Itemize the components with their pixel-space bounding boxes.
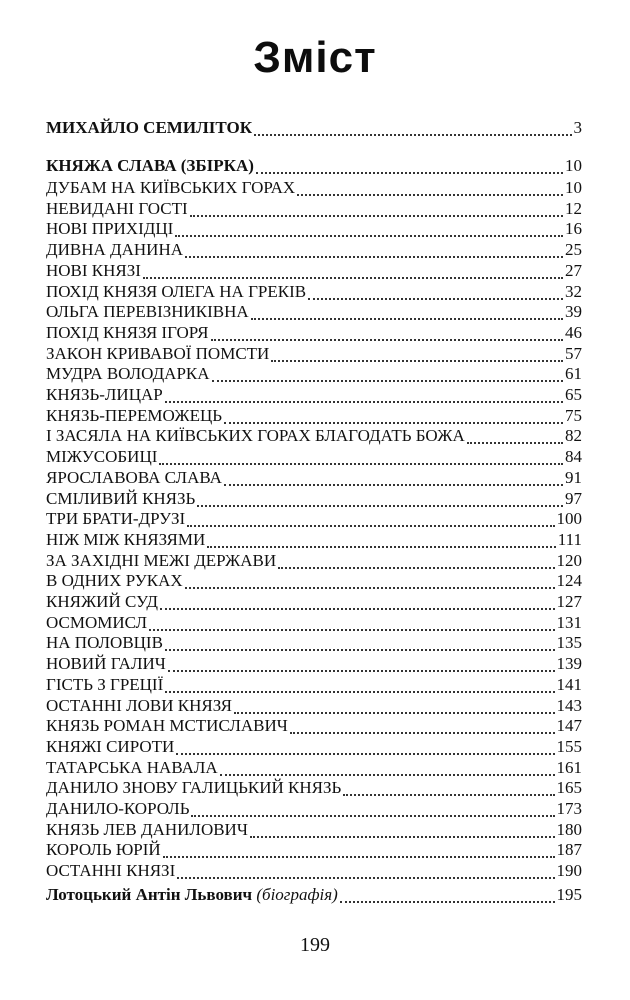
toc-entry-title: МУДРА ВОЛОДАРКА: [46, 364, 210, 384]
toc-entry-page: 135: [556, 633, 582, 653]
toc-entry: [46, 819, 582, 841]
toc-entry: [46, 591, 582, 613]
biography-note: (біографія): [256, 885, 338, 904]
toc-entry-title: НОВІ КНЯЗІ: [46, 260, 141, 280]
dot-leader: [297, 194, 563, 196]
toc-entry-title: ТРИ БРАТИ-ДРУЗІ: [46, 509, 186, 529]
toc-entry-title: НІЖ МІЖ КНЯЗЯМИ: [46, 529, 206, 549]
toc-entry: [46, 260, 582, 282]
toc-entry-page: 10: [565, 178, 582, 197]
dot-leader: [175, 235, 563, 237]
toc-entry-title: І ЗАСЯЛА НА КИЇВСЬКИХ ГОРАХ БЛАГОДАТЬ БОЖА: [46, 426, 465, 446]
dot-leader: [159, 463, 563, 465]
toc-entry-title: КОРОЛЬ ЮРІЙ: [46, 840, 161, 860]
dot-leader: [190, 215, 563, 217]
dot-leader: [254, 134, 571, 136]
toc-entry: [46, 757, 582, 779]
page-number: 199: [300, 934, 330, 956]
toc-entry-title: КНЯЗЬ-ПЕРЕМОЖЕЦЬ: [46, 405, 223, 425]
toc-entry: [46, 281, 582, 303]
dot-leader: [177, 877, 554, 879]
toc-entry-title: ЗАКОН КРИВАВОЇ ПОМСТИ: [46, 343, 270, 363]
dot-leader: [224, 422, 563, 424]
toc-entry-title: НА ПОЛОВЦІВ: [46, 633, 163, 653]
toc-entry-title: В ОДНИХ РУКАХ: [46, 571, 183, 591]
dot-leader: [149, 629, 554, 631]
toc-entry: [46, 405, 582, 427]
dot-leader: [185, 587, 555, 589]
dot-leader: [278, 567, 554, 569]
toc-entry: [46, 177, 582, 199]
toc-entry-page: 190: [556, 861, 582, 881]
toc-entry-title: ОСМОМИСЛ: [46, 612, 148, 632]
dot-leader: [165, 649, 555, 651]
toc-entry-page: 65: [565, 385, 582, 404]
toc-entry: [46, 777, 582, 799]
toc-entry-title: ЗА ЗАХІДНІ МЕЖІ ДЕРЖАВИ: [46, 550, 277, 570]
toc-entry-page: 97: [565, 488, 582, 508]
toc-entry-title: МИХАЙЛО СЕМИЛІТОК: [46, 118, 253, 137]
toc-entry-title: МІЖУСОБИЦІ: [46, 447, 158, 467]
toc-entry-page: 155: [556, 736, 582, 756]
toc-entry-title: ПОХІД КНЯЗЯ ОЛЕГА НА ГРЕКІВ: [46, 281, 307, 301]
toc-entry-title: КНЯЖИЙ СУД: [46, 592, 159, 611]
toc-entry: [46, 467, 582, 489]
dot-leader: [256, 172, 563, 174]
toc-entry: [46, 384, 582, 406]
toc-entry-title: ОСТАННІ ЛОВИ КНЯЗЯ: [46, 695, 232, 715]
toc-entry: [46, 736, 582, 758]
toc-entry-title: КНЯЗЬ ЛЕВ ДАНИЛОВИЧ: [46, 819, 248, 839]
toc-entry-page: 57: [565, 343, 582, 363]
toc-entry: [46, 798, 582, 820]
toc-entry-title: ОЛЬГА ПЕРЕВІЗНИКІВНА: [46, 302, 249, 322]
dot-leader: [165, 691, 554, 693]
toc-entry: [46, 570, 582, 592]
dot-leader: [308, 298, 563, 300]
toc-entry: [46, 674, 582, 696]
toc-entry-page: 127: [556, 592, 582, 611]
toc-entry-page: 147: [556, 716, 582, 736]
toc-entry-title: КНЯЗЬ-ЛИЦАР: [46, 385, 163, 404]
toc-entry-page: 25: [565, 240, 582, 260]
dot-leader: [168, 670, 555, 672]
toc-entry-biography: [46, 884, 582, 906]
toc-entry: [46, 218, 582, 240]
dot-leader: [250, 836, 555, 838]
toc-entry-title: [46, 884, 338, 906]
toc-entry-title: ПОХІД КНЯЗЯ ІГОРЯ: [46, 322, 209, 342]
dot-leader: [271, 360, 563, 362]
toc-entry-title: НЕВИДАНІ ГОСТІ: [46, 198, 188, 218]
dot-leader: [234, 712, 555, 714]
dot-leader: [187, 525, 554, 527]
toc-entry-page: 82: [565, 426, 582, 446]
toc-entry-title: СМІЛИВИЙ КНЯЗЬ: [46, 488, 196, 508]
dot-leader: [224, 484, 563, 486]
dot-leader: [467, 442, 563, 444]
toc-entry-author: [46, 117, 582, 139]
toc-entry-page: 143: [556, 695, 582, 715]
toc-entry: [46, 612, 582, 634]
page-title: Зміст: [253, 33, 377, 82]
toc-entry: [46, 508, 582, 530]
toc-entry-title: НОВИЙ ГАЛИЧ: [46, 654, 166, 674]
toc-entry-page: 3: [573, 118, 582, 137]
toc-entry-title: НОВІ ПРИХІДЦІ: [46, 219, 174, 239]
biography-name: Лотоцький Антін Львович: [46, 885, 253, 904]
toc-entry-page: 195: [556, 885, 582, 904]
dot-leader: [251, 318, 563, 320]
toc-entry: [46, 198, 582, 220]
toc-entry: [46, 550, 582, 572]
toc-entry-page: 16: [565, 219, 582, 239]
dot-leader: [143, 277, 563, 279]
toc-entry-page: 12: [565, 198, 582, 218]
toc-entry-page: 100: [556, 509, 582, 529]
toc-entry: [46, 363, 582, 385]
toc-entry: [46, 446, 582, 468]
toc-entry-title: ЯРОСЛАВОВА СЛАВА: [46, 467, 222, 487]
toc-entry: [46, 715, 582, 737]
toc-entry-title: КНЯЖА СЛАВА (ЗБІРКА): [46, 156, 254, 175]
toc-entry-page: 111: [557, 529, 582, 549]
dot-leader: [163, 856, 555, 858]
toc-entry: [46, 239, 582, 261]
dot-leader: [197, 505, 563, 507]
toc-entry: [46, 695, 582, 717]
toc-entry-title: ДАНИЛО ЗНОВУ ГАЛИЦЬКИЙ КНЯЗЬ: [46, 778, 342, 798]
toc-entry-page: 61: [565, 364, 582, 384]
dot-leader: [191, 815, 554, 817]
toc-entry: [46, 343, 582, 365]
toc-entry-title: ДУБАМ НА КИЇВСЬКИХ ГОРАХ: [46, 178, 296, 197]
toc-entry-title: ТАТАРСЬКА НАВАЛА: [46, 757, 218, 777]
toc-entry-page: 173: [556, 799, 582, 818]
toc-entry: [46, 529, 582, 551]
toc-entry-page: 165: [556, 778, 582, 798]
toc-entry-page: 124: [556, 571, 582, 591]
toc-entry: [46, 860, 582, 882]
toc-entry-title: КНЯЗЬ РОМАН МСТИСЛАВИЧ: [46, 716, 288, 736]
dot-leader: [207, 546, 556, 548]
dot-leader: [160, 608, 554, 610]
toc-entry-title: ДАНИЛО-КОРОЛЬ: [46, 799, 190, 818]
toc-entry-title: ДИВНА ДАНИНА: [46, 240, 183, 260]
dot-leader: [290, 732, 555, 734]
dot-leader: [340, 901, 555, 903]
toc-entry: [46, 488, 582, 510]
dot-leader: [176, 753, 554, 755]
toc-entry-page: 187: [556, 840, 582, 860]
dot-leader: [185, 256, 563, 258]
toc-entry-page: 10: [565, 156, 582, 175]
dot-leader: [165, 401, 563, 403]
toc-entry-page: 180: [556, 819, 582, 839]
toc-entry: [46, 301, 582, 323]
toc-entry-page: 32: [565, 281, 582, 301]
dot-leader: [220, 774, 555, 776]
toc-entry: [46, 839, 582, 861]
dot-leader: [211, 339, 564, 341]
toc-entry-page: 139: [556, 654, 582, 674]
toc-entry: [46, 653, 582, 675]
toc-entry-title: КНЯЖІ СИРОТИ: [46, 736, 175, 756]
dot-leader: [343, 794, 554, 796]
toc-entry-page: 27: [565, 260, 582, 280]
toc-entry: [46, 322, 582, 344]
toc-entry-page: 91: [565, 467, 582, 487]
toc-entry-page: 84: [565, 447, 582, 467]
toc-entry-page: 120: [556, 550, 582, 570]
dot-leader: [212, 380, 563, 382]
toc-entry-page: 141: [556, 674, 582, 694]
toc-entry: [46, 632, 582, 654]
toc-entry-page: 161: [556, 757, 582, 777]
toc-entry-collection: [46, 155, 582, 177]
toc-entry-page: 75: [565, 405, 582, 425]
toc-entry-page: 131: [556, 612, 582, 632]
toc-entry-title: ГІСТЬ З ГРЕЦІЇ: [46, 674, 164, 694]
toc-entry-title: ОСТАННІ КНЯЗІ: [46, 861, 176, 881]
toc-entry-page: 39: [565, 302, 582, 322]
toc-entry: [46, 425, 582, 447]
toc-entry-page: 46: [565, 322, 582, 342]
